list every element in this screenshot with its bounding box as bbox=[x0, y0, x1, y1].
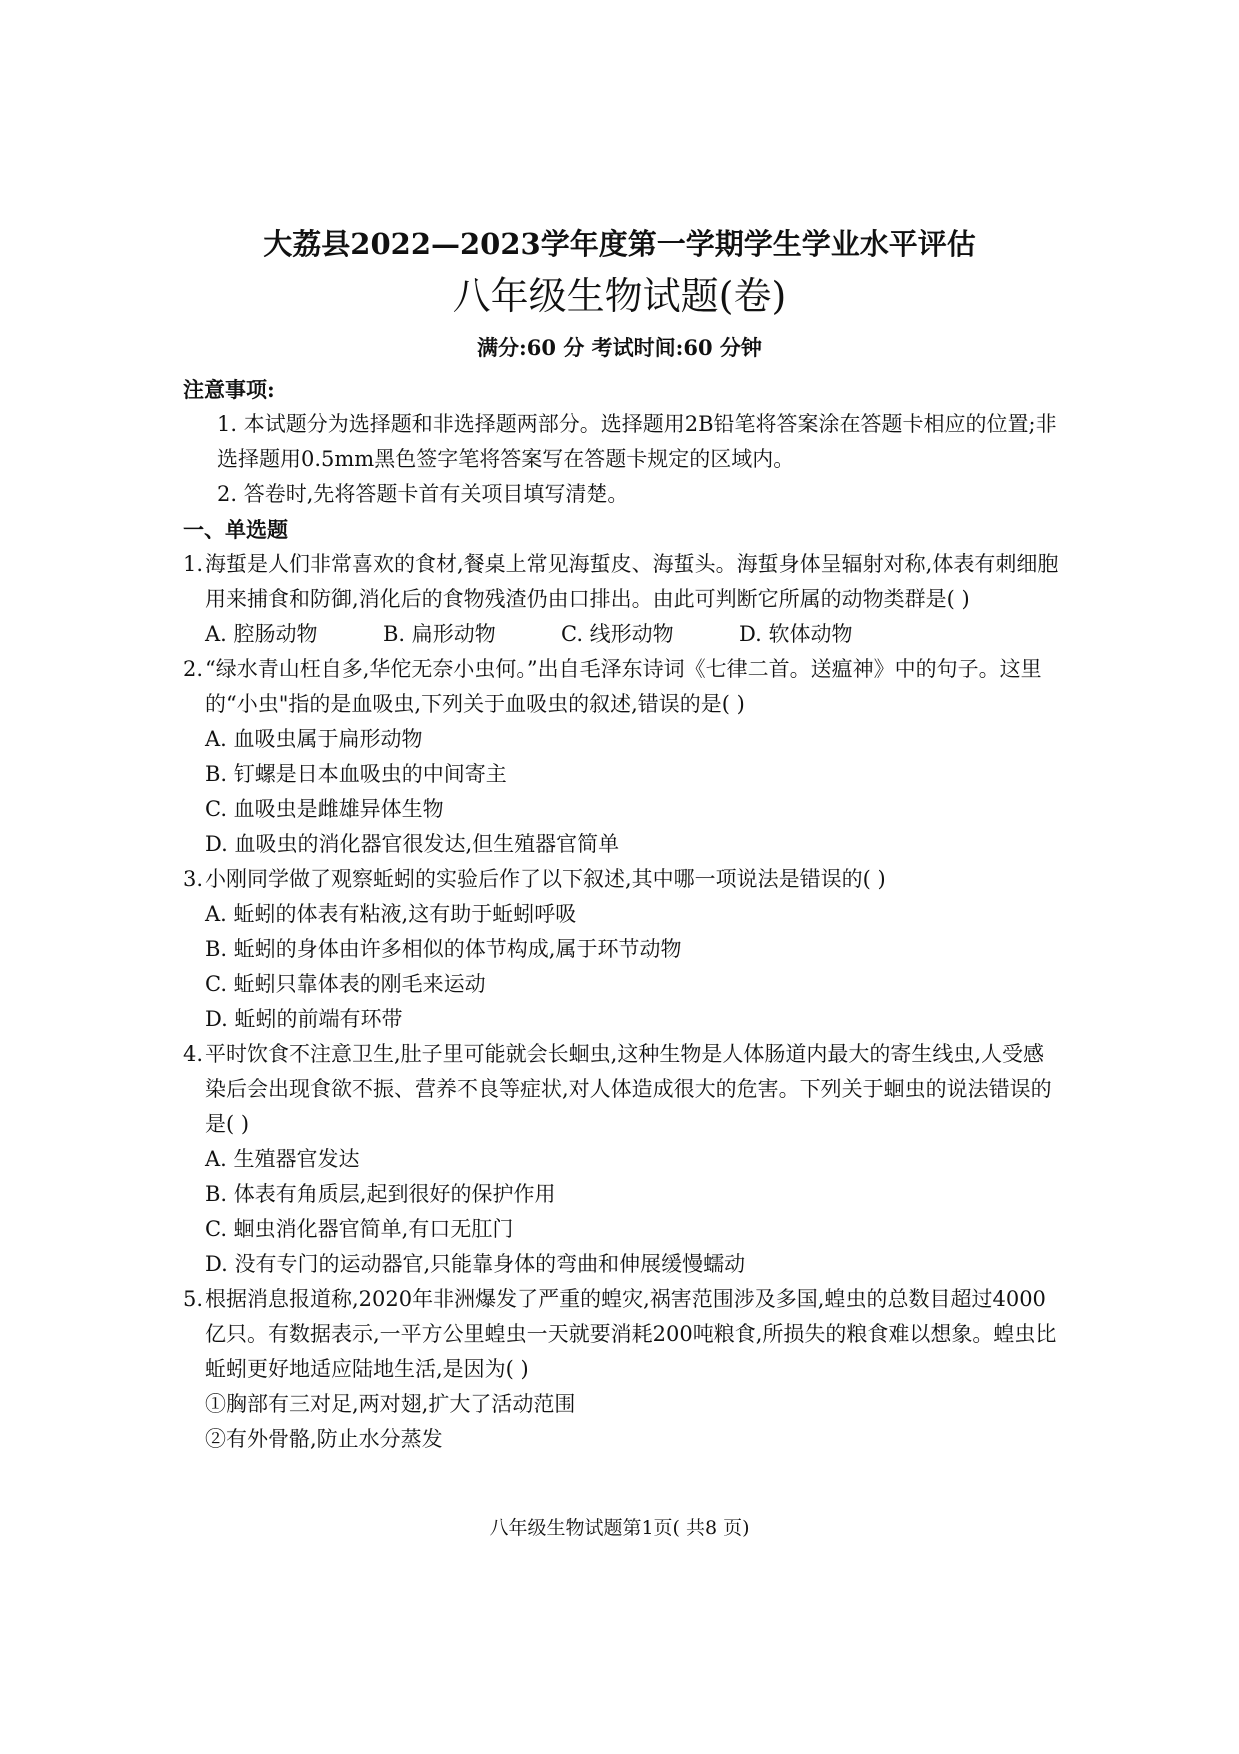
statement-2: ②有外骨骼,防止水分蒸发 bbox=[205, 1427, 443, 1451]
option-c[interactable]: C. 线形动物 bbox=[561, 622, 674, 646]
question-5 bbox=[183, 1282, 1063, 1387]
page-footer: 八年级生物试题第1页( 共8 页) bbox=[489, 1517, 750, 1539]
question-number: 3. bbox=[183, 867, 204, 891]
exam-body bbox=[183, 372, 1063, 1457]
exam-title-line1: 大荔县2022—2023学年度第一学期学生学业水平评估 bbox=[263, 227, 976, 261]
option-a[interactable]: A. 蚯蚓的体表有粘液,这有助于蚯蚓呼吸 bbox=[205, 902, 577, 926]
option-b[interactable]: B. 蚯蚓的身体由许多相似的体节构成,属于环节动物 bbox=[205, 937, 682, 961]
question-3 bbox=[183, 862, 1063, 897]
question-text: 根据消息报道称,2020年非洲爆发了严重的蝗灾,祸害范围涉及多国,蝗虫的总数目超过4000亿只。有数据表示,一平方公里蝗虫一天就要消耗200吨粮食,所损失的粮食难以想象。蝗虫比蚯蚓更好地适应陆地生活,是因为( ) bbox=[205, 1287, 1057, 1381]
option-d[interactable]: D. 没有专门的运动器官,只能靠身体的弯曲和伸展缓慢蠕动 bbox=[205, 1252, 746, 1276]
option-d[interactable]: D. 软体动物 bbox=[739, 622, 853, 646]
question-number: 5. bbox=[183, 1287, 204, 1311]
option-b[interactable]: B. 扁形动物 bbox=[383, 622, 496, 646]
question-2 bbox=[183, 652, 1063, 722]
question-text: 海蜇是人们非常喜欢的食材,餐桌上常见海蜇皮、海蜇头。海蜇身体呈辐射对称,体表有刺细胞用来捕食和防御,消化后的食物残渣仍由口排出。由此可判断它所属的动物类群是( ) bbox=[205, 552, 1059, 611]
question-number: 1. bbox=[183, 552, 204, 576]
question-1-options bbox=[183, 617, 1063, 652]
option-d[interactable]: D. 血吸虫的消化器官很发达,但生殖器官简单 bbox=[205, 832, 620, 856]
note-item-2: 2. 答卷时,先将答题卡首有关项目填写清楚。 bbox=[217, 482, 629, 506]
option-a[interactable]: A. 腔肠动物 bbox=[205, 622, 318, 646]
option-a[interactable]: A. 血吸虫属于扁形动物 bbox=[205, 727, 423, 751]
option-c[interactable]: C. 蛔虫消化器官简单,有口无肛门 bbox=[205, 1217, 514, 1241]
statement-1: ①胸部有三对足,两对翅,扩大了活动范围 bbox=[205, 1392, 576, 1416]
question-number: 4. bbox=[183, 1042, 204, 1066]
option-a[interactable]: A. 生殖器官发达 bbox=[205, 1147, 360, 1171]
exam-meta: 满分:60 分 考试时间:60 分钟 bbox=[477, 335, 762, 360]
question-text: “绿水青山枉自多,华佗无奈小虫何。”出自毛泽东诗词《七律二首。送瘟神》中的句子。这里的“小虫"指的是血吸虫,下列关于血吸虫的叙述,错误的是( ) bbox=[205, 657, 1042, 716]
question-number: 2. bbox=[183, 657, 204, 681]
question-1 bbox=[183, 547, 1063, 617]
option-c[interactable]: C. 蚯蚓只靠体表的刚毛来运动 bbox=[205, 972, 486, 996]
question-text: 平时饮食不注意卫生,肚子里可能就会长蛔虫,这种生物是人体肠道内最大的寄生线虫,人受感染后会出现食欲不振、营养不良等症状,对人体造成很大的危害。下列关于蛔虫的说法错误的是( ) bbox=[205, 1042, 1052, 1136]
option-c[interactable]: C. 血吸虫是雌雄异体生物 bbox=[205, 797, 444, 821]
section-title: 一、单选题 bbox=[183, 517, 288, 542]
option-b[interactable]: B. 钉螺是日本血吸虫的中间寄主 bbox=[205, 762, 507, 786]
note-item-1: 1. 本试题分为选择题和非选择题两部分。选择题用2B铅笔将答案涂在答题卡相应的位置;非选择题用0.5mm黑色签字笔将答案写在答题卡规定的区域内。 bbox=[217, 412, 1057, 471]
option-b[interactable]: B. 体表有角质层,起到很好的保护作用 bbox=[205, 1182, 556, 1206]
question-text: 小刚同学做了观察蚯蚓的实验后作了以下叙述,其中哪一项说法是错误的( ) bbox=[205, 867, 886, 891]
option-d[interactable]: D. 蚯蚓的前端有环带 bbox=[205, 1007, 403, 1031]
exam-title-line2: 八年级生物试题(卷) bbox=[452, 274, 787, 318]
question-4 bbox=[183, 1037, 1063, 1142]
notes-title: 注意事项: bbox=[183, 377, 275, 402]
